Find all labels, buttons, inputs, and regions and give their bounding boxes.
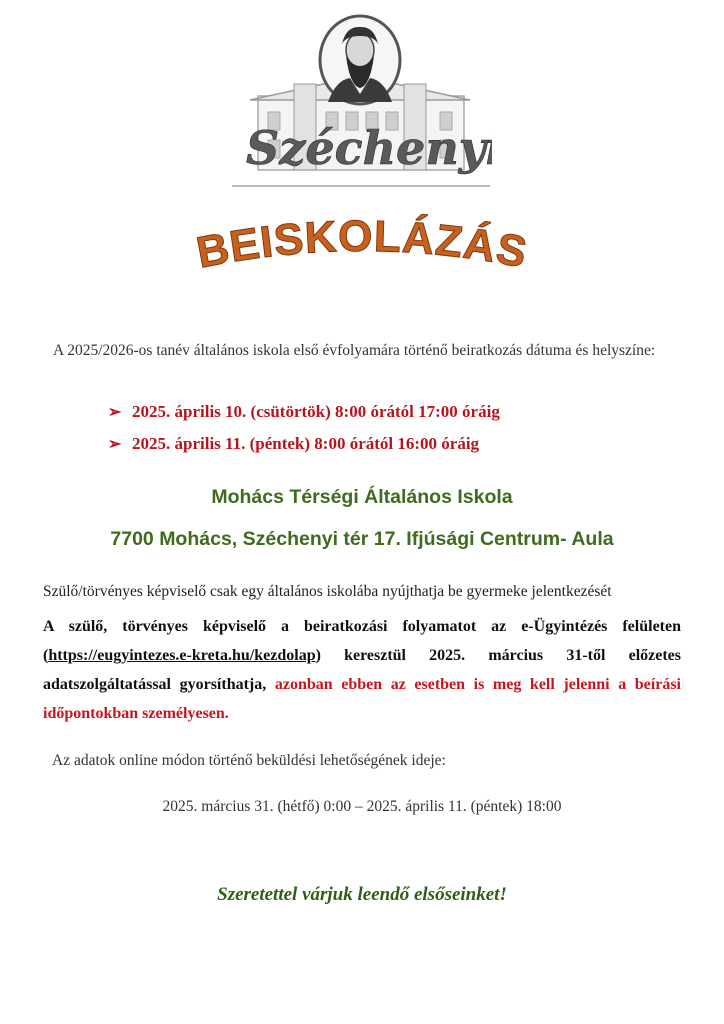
arrow-bullet-icon: ➢	[108, 436, 122, 453]
online-range: 2025. március 31. (hétfő) 0:00 – 2025. április 11. (péntek) 18:00	[162, 798, 562, 815]
date-text: 2025. április 10. (csütörtök) 8:00 órától 17:00 óráig	[132, 402, 500, 421]
intro-text: A 2025/2026-os tanév általános iskola első évfolyamára történő beiratkozás dátuma és helyszíne:	[53, 342, 656, 359]
paragraph-highlight: azonban ebben az esetben is meg kell jelenni a beírási időpontokban személyesen.	[43, 676, 682, 722]
date-list	[108, 396, 668, 460]
arrow-bullet-icon: ➢	[108, 404, 122, 421]
szechenyi-logo-icon	[228, 14, 492, 190]
headline-wordart	[162, 210, 562, 290]
notice-text: Szülő/törvényes képviselő csak egy általános iskolába nyújthatja be gyermeke jelentkezését	[43, 583, 612, 600]
paragraph-text: ) keresztül 2025. március 31-től előzetes adatszolgáltatással gyorsíthatja,	[43, 647, 681, 693]
page-title	[0, 210, 724, 290]
paragraph-text: A szülő, törvényes képviselő a beiratkozási folyamatot az e-Ügyintézés felületen (	[43, 618, 681, 664]
info-paragraph	[43, 612, 681, 728]
school-name: Mohács Térségi Általános Iskola	[211, 486, 513, 508]
svg-text:BEISKOLÁZÁS: BEISKOLÁZÁS	[192, 211, 532, 278]
date-item	[108, 428, 668, 460]
online-label: Az adatok online módon történő beküldési lehetőségének ideje:	[52, 752, 446, 769]
svg-text:Széchenyi: Széchenyi	[246, 121, 492, 175]
date-text: 2025. április 11. (péntek) 8:00 órától 16:00 óráig	[132, 434, 480, 453]
eugyintezes-link[interactable]: https://eugyintezes.e-kreta.hu/kezdolap	[48, 647, 316, 664]
school-logo	[228, 14, 492, 190]
date-item	[108, 396, 668, 428]
closing-text: Szeretettel várjuk leendő elsőseinket!	[217, 884, 507, 905]
school-address: 7700 Mohács, Széchenyi tér 17. Ifjúsági Centrum- Aula	[110, 528, 614, 550]
